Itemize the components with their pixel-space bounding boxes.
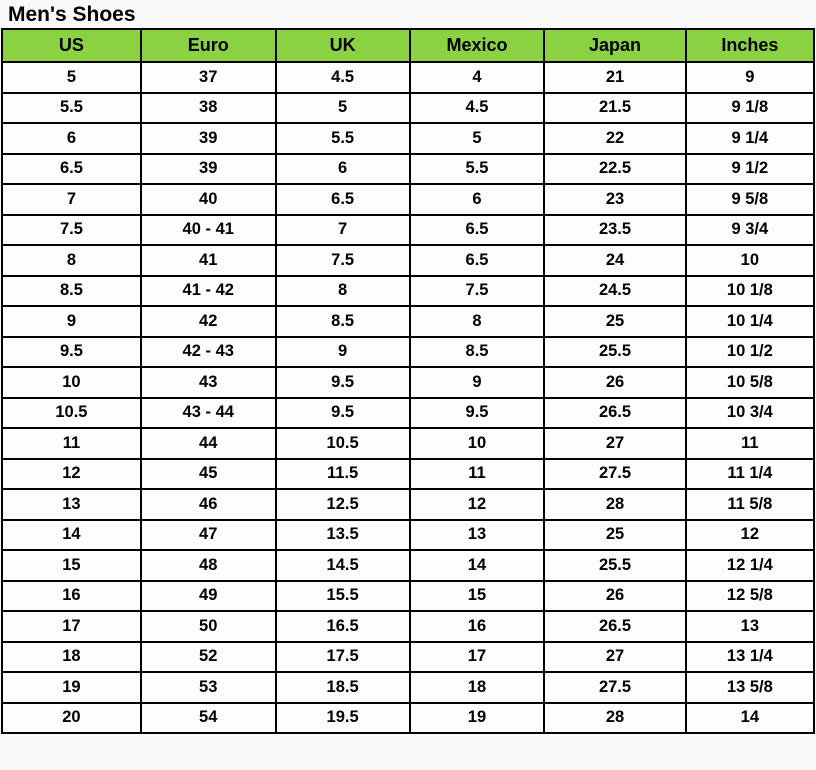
table-cell: 6.5 [410, 215, 545, 246]
table-row [2, 398, 814, 429]
table-cell: 10 1/2 [686, 337, 814, 368]
table-cell: 11.5 [276, 459, 410, 490]
table-cell: 5 [276, 93, 410, 124]
column-header-inches: Inches [686, 29, 814, 62]
table-cell: 10 1/8 [686, 276, 814, 307]
table-cell: 21.5 [544, 93, 685, 124]
table-cell: 13 [686, 611, 814, 642]
table-cell: 6 [276, 154, 410, 185]
table-row [2, 459, 814, 490]
table-cell: 9.5 [2, 337, 141, 368]
table-cell: 44 [141, 428, 276, 459]
table-cell: 39 [141, 123, 276, 154]
table-row [2, 215, 814, 246]
table-cell: 10 [686, 245, 814, 276]
table-cell: 14 [2, 520, 141, 551]
table-cell: 28 [544, 703, 685, 734]
table-cell: 26 [544, 581, 685, 612]
table-row [2, 276, 814, 307]
table-cell: 27 [544, 642, 685, 673]
table-row [2, 154, 814, 185]
table-cell: 5 [410, 123, 545, 154]
table-cell: 25 [544, 520, 685, 551]
table-row [2, 581, 814, 612]
table-cell: 13 [410, 520, 545, 551]
table-cell: 24.5 [544, 276, 685, 307]
table-cell: 8.5 [2, 276, 141, 307]
table-cell: 54 [141, 703, 276, 734]
table-cell: 25.5 [544, 550, 685, 581]
column-header-euro: Euro [141, 29, 276, 62]
table-cell: 8.5 [276, 306, 410, 337]
table-cell: 9 [410, 367, 545, 398]
table-cell: 25 [544, 306, 685, 337]
table-cell: 16.5 [276, 611, 410, 642]
table-cell: 12 [410, 489, 545, 520]
table-cell: 41 - 42 [141, 276, 276, 307]
table-cell: 41 [141, 245, 276, 276]
table-row [2, 123, 814, 154]
table-row [2, 337, 814, 368]
table-cell: 9 [686, 62, 814, 93]
table-cell: 18.5 [276, 672, 410, 703]
table-cell: 50 [141, 611, 276, 642]
table-cell: 6.5 [410, 245, 545, 276]
table-cell: 23.5 [544, 215, 685, 246]
page-title: Men's Shoes [8, 3, 136, 26]
column-header-uk: UK [276, 29, 410, 62]
table-cell: 6 [410, 184, 545, 215]
table-row [2, 642, 814, 673]
table-cell: 20 [2, 703, 141, 734]
table-cell: 4.5 [276, 62, 410, 93]
table-cell: 10 [410, 428, 545, 459]
table-row [2, 367, 814, 398]
table-cell: 10 3/4 [686, 398, 814, 429]
table-cell: 5.5 [2, 93, 141, 124]
table-cell: 7.5 [276, 245, 410, 276]
table-cell: 27.5 [544, 672, 685, 703]
table-cell: 12 [2, 459, 141, 490]
table-cell: 52 [141, 642, 276, 673]
table-row [2, 672, 814, 703]
column-header-mexico: Mexico [410, 29, 545, 62]
table-cell: 47 [141, 520, 276, 551]
table-row [2, 489, 814, 520]
table-cell: 9 1/8 [686, 93, 814, 124]
table-row [2, 703, 814, 734]
table-row [2, 611, 814, 642]
table-row [2, 550, 814, 581]
table-cell: 9 [2, 306, 141, 337]
table-cell: 21 [544, 62, 685, 93]
table-cell: 9.5 [410, 398, 545, 429]
table-cell: 40 [141, 184, 276, 215]
table-cell: 53 [141, 672, 276, 703]
table-cell: 7.5 [2, 215, 141, 246]
table-cell: 9 1/2 [686, 154, 814, 185]
column-header-us: US [2, 29, 141, 62]
table-cell: 17 [410, 642, 545, 673]
table-cell: 26 [544, 367, 685, 398]
table-cell: 11 [2, 428, 141, 459]
header-row [2, 29, 814, 62]
table-cell: 13.5 [276, 520, 410, 551]
table-cell: 5 [2, 62, 141, 93]
table-cell: 24 [544, 245, 685, 276]
table-row [2, 184, 814, 215]
table-cell: 48 [141, 550, 276, 581]
table-cell: 11 1/4 [686, 459, 814, 490]
table-cell: 12.5 [276, 489, 410, 520]
table-cell: 10 1/4 [686, 306, 814, 337]
table-cell: 28 [544, 489, 685, 520]
table-cell: 9.5 [276, 398, 410, 429]
table-cell: 8 [410, 306, 545, 337]
table-cell: 13 5/8 [686, 672, 814, 703]
table-cell: 7.5 [410, 276, 545, 307]
table-cell: 15.5 [276, 581, 410, 612]
table-cell: 13 [2, 489, 141, 520]
table-cell: 10.5 [276, 428, 410, 459]
column-header-japan: Japan [544, 29, 685, 62]
table-cell: 8 [276, 276, 410, 307]
table-cell: 40 - 41 [141, 215, 276, 246]
table-cell: 19.5 [276, 703, 410, 734]
table-cell: 7 [276, 215, 410, 246]
table-cell: 27.5 [544, 459, 685, 490]
table-cell: 45 [141, 459, 276, 490]
table-cell: 18 [2, 642, 141, 673]
table-cell: 11 5/8 [686, 489, 814, 520]
table-cell: 10 [2, 367, 141, 398]
table-row [2, 520, 814, 551]
table-cell: 9 [276, 337, 410, 368]
table-cell: 9 1/4 [686, 123, 814, 154]
table-cell: 19 [2, 672, 141, 703]
table-cell: 9 5/8 [686, 184, 814, 215]
table-cell: 11 [410, 459, 545, 490]
table-cell: 4.5 [410, 93, 545, 124]
table-header [2, 29, 814, 62]
table-cell: 5.5 [276, 123, 410, 154]
table-cell: 12 5/8 [686, 581, 814, 612]
table-cell: 8 [2, 245, 141, 276]
table-row [2, 245, 814, 276]
table-cell: 16 [410, 611, 545, 642]
table-cell: 39 [141, 154, 276, 185]
table-cell: 43 - 44 [141, 398, 276, 429]
table-cell: 9.5 [276, 367, 410, 398]
table-cell: 6.5 [276, 184, 410, 215]
table-cell: 26.5 [544, 611, 685, 642]
table-cell: 25.5 [544, 337, 685, 368]
table-cell: 43 [141, 367, 276, 398]
table-cell: 22.5 [544, 154, 685, 185]
table-cell: 7 [2, 184, 141, 215]
table-cell: 23 [544, 184, 685, 215]
table-body [2, 62, 814, 733]
table-cell: 15 [410, 581, 545, 612]
table-cell: 11 [686, 428, 814, 459]
table-cell: 16 [2, 581, 141, 612]
table-cell: 26.5 [544, 398, 685, 429]
table-cell: 14.5 [276, 550, 410, 581]
table-row [2, 428, 814, 459]
table-cell: 12 [686, 520, 814, 551]
table-cell: 6.5 [2, 154, 141, 185]
table-cell: 42 - 43 [141, 337, 276, 368]
table-cell: 10.5 [2, 398, 141, 429]
table-cell: 18 [410, 672, 545, 703]
table-cell: 17.5 [276, 642, 410, 673]
table-cell: 37 [141, 62, 276, 93]
table-row [2, 306, 814, 337]
table-cell: 42 [141, 306, 276, 337]
table-cell: 38 [141, 93, 276, 124]
table-cell: 10 5/8 [686, 367, 814, 398]
table-cell: 22 [544, 123, 685, 154]
table-cell: 49 [141, 581, 276, 612]
table-cell: 13 1/4 [686, 642, 814, 673]
table-cell: 4 [410, 62, 545, 93]
table-cell: 9 3/4 [686, 215, 814, 246]
table-cell: 17 [2, 611, 141, 642]
table-cell: 8.5 [410, 337, 545, 368]
table-cell: 12 1/4 [686, 550, 814, 581]
shoe-size-conversion-table [1, 28, 815, 734]
table-cell: 6 [2, 123, 141, 154]
table-cell: 5.5 [410, 154, 545, 185]
table-row [2, 62, 814, 93]
table-row [2, 93, 814, 124]
table-cell: 14 [410, 550, 545, 581]
table-cell: 46 [141, 489, 276, 520]
table-cell: 15 [2, 550, 141, 581]
table-cell: 27 [544, 428, 685, 459]
table-cell: 14 [686, 703, 814, 734]
table-cell: 19 [410, 703, 545, 734]
